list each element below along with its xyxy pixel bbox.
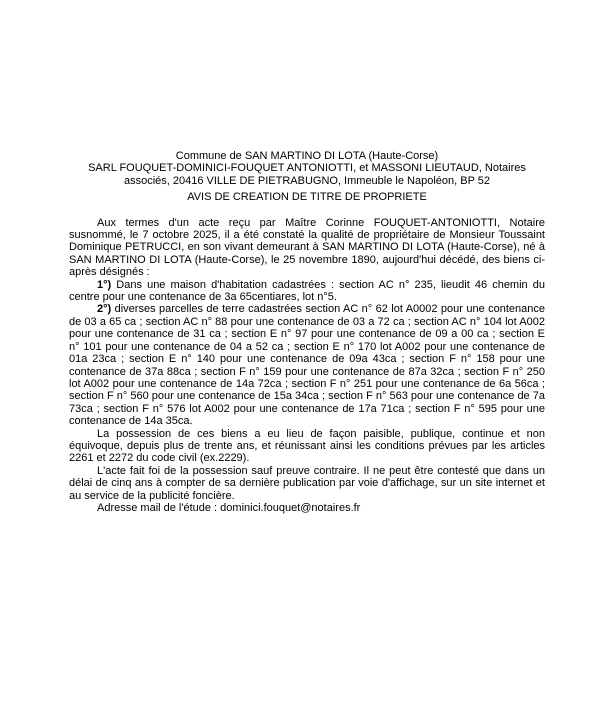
notice-title: AVIS DE CREATION DE TITRE DE PROPRIETE [187,191,427,204]
email-line: Adresse mail de l'étude : dominici.fouquet@notaires.fr [97,501,361,514]
item-1-text: Dans une maison d'habitation cadastrées : section AC n° 235, lieudit 46 chemin du centre pour une contenance de 3a 65centiares, lot n°5. [69,278,545,304]
item-1-label: 1°) [97,278,112,291]
acte-paragraph: L'acte fait foi de la possession sauf preuve contraire. Il ne peut être contesté que dans un délai de cinq ans à compter de sa dernière publication par voie d'affichage, sur un site internet et au service de la publicité foncière. [69,464,545,502]
possession-paragraph: La possession de ces biens a eu lieu de façon paisible, publique, continue et non équivoque, depuis plus de trente ans, et réunissant ainsi les conditions prévues par les articles 2261 et 2272 du code civil (ex.2229). [69,427,545,465]
item-2-paragraph [69,303,545,427]
item-2-text: diverses parcelles de terre cadastrées section AC n° 62 lot A0002 pour une contenance de 03 a 65 ca ; section AC n° 88 pour une contenance de 03 a 72 ca ; section AC n° 104 lot A002 pour une contenance de 31 ca ; section E n° 97 pour une contenance de 09 a 00 ca ; section E n° 101 pour une contenance de 04 a 52 ca ; section E n° 170 lot A002 pour une contenance de 01a 23ca ; section E n° 140 pour une contenance de 09a 43ca ; section F n° 158 pour une contenance de 37a 88ca ; section F n° 159 pour une contenance de 87a 32ca ; section F n° 250 lot A002 pour une contenance de 14a 72ca ; section F n° 251 pour une contenance de 6a 56ca ; section F n° 560 pour une contenance de 15a 34ca ; section F n° 563 pour une contenance de 7a 73ca ; section F n° 576 lot A002 pour une contenance de 17a 71ca ; section F n° 595 pour une contenance de 14a 35ca. [69,303,545,428]
item-1-paragraph [69,279,545,304]
commune-line: Commune de SAN MARTINO DI LOTA (Haute-Corse) [175,150,439,162]
notaires-line-1: SARL FOUQUET-DOMINICI-FOUQUET ANTONIOTTI, et MASSONI LIEUTAUD, Notaires [88,162,526,175]
item-2-label: 2°) [97,303,112,316]
intro-paragraph: Aux termes d'un acte reçu par Maître Corinne FOUQUET-ANTONIOTTI, Notaire susnommé, le 7 octobre 2025, il a été constaté la qualité de propriétaire de Monsieur Toussaint Dominique PETRUCCI, en son vivant demeurant à SAN MARTINO DI LOTA (Haute-Corse), né à SAN MARTINO DI LOTA (Haute-Corse), le 25 novembre 1890, aujourd'hui décédé, des biens ci-après désignés : [69,216,545,279]
notaires-line-2: associés, 20416 VILLE DE PIETRABUGNO, Immeuble le Napoléon, BP 52 [123,174,491,187]
